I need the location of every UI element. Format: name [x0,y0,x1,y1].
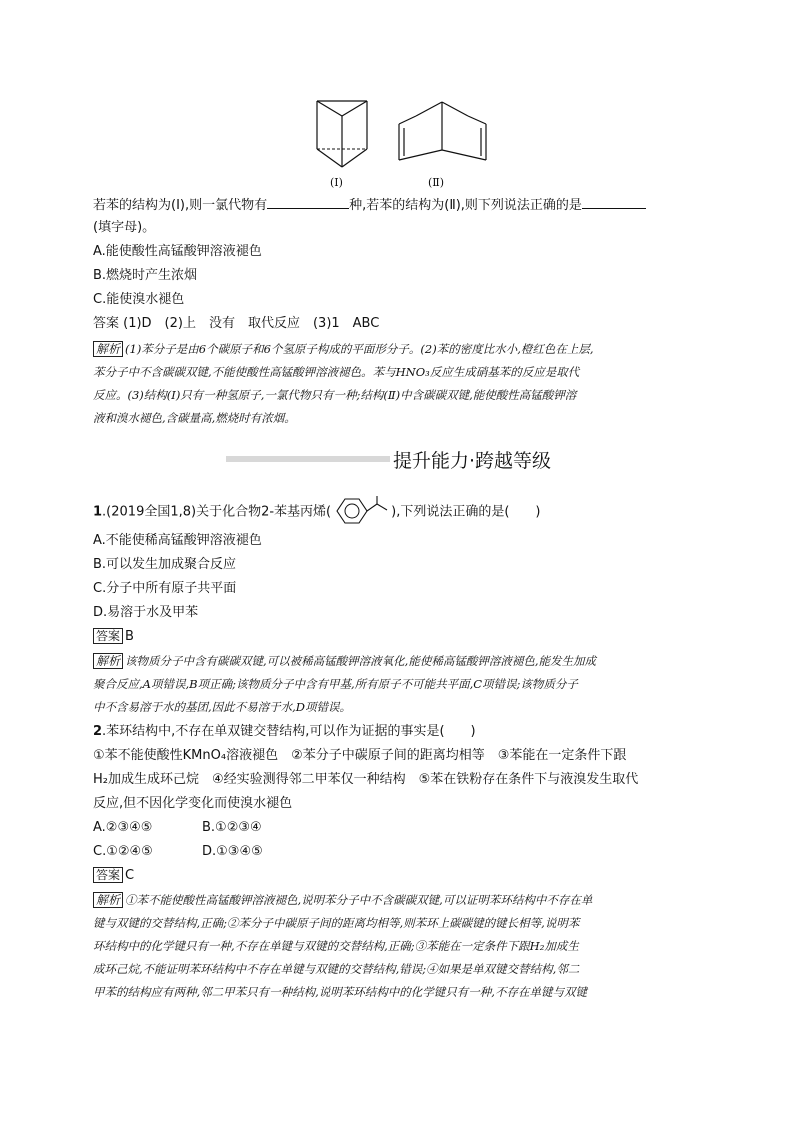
answer-blank-2 [582,196,646,209]
q1-option-c: C.分子中所有原子共平面 [93,581,237,596]
figure-2-label: (Ⅱ) [428,176,445,189]
phenylpropene-structure [331,503,391,521]
q2-option-c: C.①②④⑤ [93,844,153,859]
prev-analysis-line-3: 反应。(3)结构(Ⅰ)只有一种氢原子,一氯代物只有一种;结构(Ⅱ)中含碳碳双键,能使酸性高锰酸钾溶 [93,388,577,402]
q1-option-a: A.不能使稀高锰酸钾溶液褪色 [93,533,262,548]
section-title: 提升能力·跨越等级 [393,450,552,472]
prev-analysis-line-2: 苯分子中不含碳碳双键,不能使酸性高锰酸钾溶液褪色。苯与HNO₃反应生成硝基苯的反应是取代 [93,365,580,379]
q2-analysis-line-4: 成环己烷,不能证明苯环结构中不存在单键与双键的交替结构,错误;④如果是单双键交替结构,邻二 [93,962,580,976]
q1-analysis-line-1 [93,652,596,670]
q2-facts-line-3: 反应,但不因化学变化而使溴水褪色 [93,796,293,811]
q2-option-d: D.①③④⑤ [202,844,263,859]
q2-stem-text: .苯环结构中,不存在单双键交替结构,可以作为证据的事实是( ) [102,724,476,739]
q2-stem [93,723,476,741]
q2-analysis-line-1 [93,891,592,909]
q1-answer-line [93,628,134,646]
prev-question-text-3: (填字母)。 [93,220,156,235]
q1-analysis-text-1: 该物质分子中含有碳碳双键,可以被稀高锰酸钾溶液氧化,能使稀高锰酸钾溶液褪色,能发生加成 [125,654,596,668]
prism-structure-figure [312,96,372,176]
prev-answer: 答案 (1)D (2)上 没有 取代反应 (3)1 ABC [93,316,380,331]
q1-stem [93,503,540,522]
analysis-tag: 解析 [93,341,123,357]
prev-question-line [93,196,646,215]
q2-answer: C [125,868,135,883]
q1-analysis-line-2: 聚合反应,A项错误,B项正确;该物质分子中含有甲基,所有原子不可能共平面,C项错误;该物质分子 [93,677,578,691]
prev-option-a: A.能使酸性高锰酸钾溶液褪色 [93,244,262,259]
prev-option-c: C.能使溴水褪色 [93,292,185,307]
dewar-benzene-figure [396,96,490,176]
q1-option-b: B.可以发生加成聚合反应 [93,557,237,572]
q2-answer-tag: 答案 [93,867,123,883]
q1-analysis-line-3: 中不含易溶于水的基团,因此不易溶于水,D项错误。 [93,700,352,714]
q1-number: 1 [93,504,103,520]
q2-number: 2 [93,724,103,739]
q2-option-b: B.①②③④ [202,820,262,835]
q2-analysis-line-2: 键与双键的交替结构,正确;②苯分子中碳原子间的距离均相等,则苯环上碳碳键的键长相等,说明苯 [93,916,580,930]
q2-analysis-tag: 解析 [93,892,123,908]
answer-blank-1 [267,196,349,209]
prev-analysis-line-1 [93,340,594,358]
prev-question-text-2: 种,若苯的结构为(Ⅱ),则下列说法正确的是 [349,198,582,213]
prev-question-text-1: 若苯的结构为(Ⅰ),则一氯代物有 [93,198,268,213]
prev-option-b: B.燃烧时产生浓烟 [93,268,198,283]
figure-1-label: (Ⅰ) [330,176,343,189]
q1-option-d: D.易溶于水及甲苯 [93,605,199,620]
prev-analysis-line-4: 液和溴水褪色,含碳量高,燃烧时有浓烟。 [93,411,296,425]
q1-answer-tag: 答案 [93,628,123,644]
q1-stem-text-b: ),下列说法正确的是( ) [391,504,541,520]
q1-stem-text-a: .(2019全国1,8)关于化合物2-苯基丙烯( [102,504,332,520]
q1-answer: B [125,629,134,644]
q2-analysis-text-1: ①苯不能使酸性高锰酸钾溶液褪色,说明苯分子中不含碳碳双键,可以证明苯环结构中不存在单 [125,893,593,907]
q2-option-a: A.②③④⑤ [93,820,153,835]
q2-analysis-line-5: 甲苯的结构应有两种,邻二甲苯只有一种结构,说明苯环结构中的化学键只有一种,不存在单键与双键 [93,985,587,999]
q2-analysis-line-3: 环结构中的化学键只有一种,不存在单键与双键的交替结构,正确;③苯能在一定条件下跟H₂加成生 [93,939,579,953]
prev-analysis-text-1: (1)苯分子是由6个碳原子和6个氢原子构成的平面形分子。(2)苯的密度比水小,橙红色在上层, [125,342,594,356]
section-divider-bar [226,456,390,462]
q1-analysis-tag: 解析 [93,653,123,669]
q2-facts-line-2: H₂加成生成环己烷 ④经实验测得邻二甲苯仅一种结构 ⑤苯在铁粉存在条件下与液溴发生取代 [93,772,639,787]
q2-facts-line-1: ①苯不能使酸性KMnO₄溶液褪色 ②苯分子中碳原子间的距离均相等 ③苯能在一定条件下跟 [93,748,627,763]
q2-answer-line [93,867,134,885]
